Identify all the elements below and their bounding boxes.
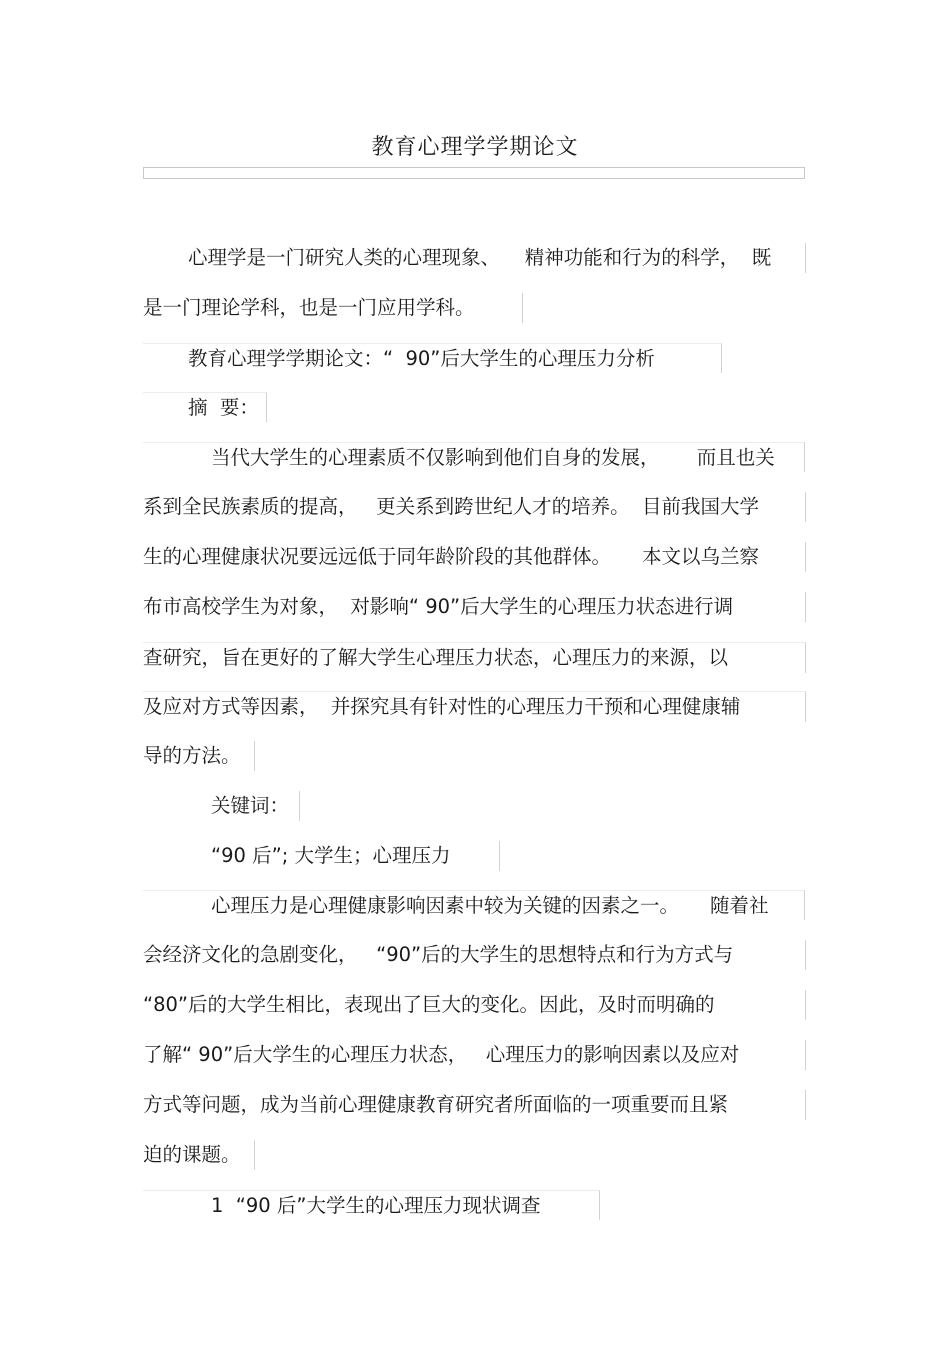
subtitle-line: 教育心理学学期论文：“ 90”后大学生的心理压力分析: [143, 343, 722, 373]
keywords-values: “90 后”; 大学生；心理压力: [211, 841, 500, 871]
abstract-heading: 摘 要：: [143, 392, 267, 422]
body-line: 了解“ 90”后大学生的心理压力状态， 心理压力的影响因素以及应对: [143, 1040, 806, 1070]
keywords-heading: 关键词：: [211, 791, 300, 821]
body-line: 心理压力是心理健康影响因素中较为关键的因素之一。 随着社: [143, 890, 805, 920]
document-title: 教育心理学学期论文: [371, 135, 579, 160]
body-line: 迫的课题。: [143, 1140, 255, 1170]
body-line: 方式等问题，成为当前心理健康教育研究者所面临的一项重要而且紧: [143, 1090, 806, 1120]
abstract-line: 导的方法。: [143, 741, 255, 771]
abstract-line: 查研究，旨在更好的了解大学生心理压力状态，心理压力的来源，以: [143, 642, 806, 673]
paragraph-line: 心理学是一门研究人类的心理现象、 精神功能和行为的科学， 既: [188, 243, 806, 273]
section-heading: 1 “90 后”大学生的心理压力现状调查: [143, 1190, 600, 1220]
abstract-line: 生的心理健康状况要远远低于同年龄阶段的其他群体。 本文以乌兰察: [143, 542, 806, 572]
abstract-line: 及应对方式等因素， 并探究具有针对性的心理压力干预和心理健康辅: [143, 691, 806, 722]
abstract-line: 布市高校学生为对象， 对影响“ 90”后大学生的心理压力状态进行调: [143, 592, 806, 622]
title-divider: [143, 167, 805, 179]
paragraph-line: 是一门理论学科，也是一门应用学科。: [143, 293, 523, 323]
abstract-line: 系到全民族素质的提高， 更关系到跨世纪人才的培养。 目前我国大学: [143, 492, 806, 522]
body-line: 会经济文化的急剧变化， “90”后的大学生的思想特点和行为方式与: [143, 940, 806, 970]
body-line: “80”后的大学生相比，表现出了巨大的变化。因此，及时而明确的: [143, 990, 806, 1020]
abstract-line: 当代大学生的心理素质不仅影响到他们自身的发展， 而且也关: [143, 442, 805, 472]
